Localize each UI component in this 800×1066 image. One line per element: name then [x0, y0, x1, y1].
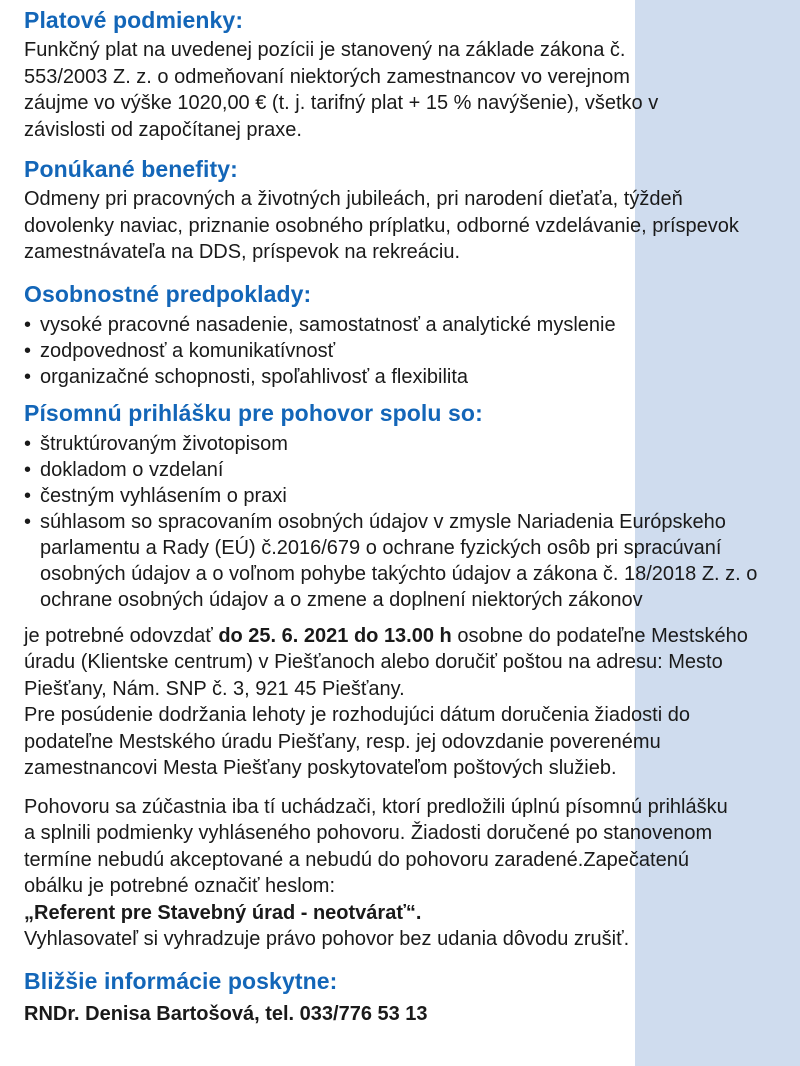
- salary-heading: Platové podmienky:: [24, 7, 244, 33]
- contact-heading: Bližšie informácie poskytne:: [24, 967, 338, 994]
- deadline-note: Pre posúdenie dodržania lehoty je rozhodujúci dátum doručenia žiadosti do podateľne Mestského úradu Piešťany, resp. jej odovzdanie poverenému zamestnancovi Mesta Piešťany poskytovateľom poštových služieb.: [24, 704, 690, 779]
- conditions-text: Pohovoru sa zúčastnia iba tí uchádzači, ktorí predložili úplnú písomnú prihlášku a splnili podmienky vyhláseného pohovoru. Žiadosti doručené po stanovenom termíne nebudú akceptované a nebudú do pohovoru zaradené.Zapečatenú obálku je potrebné označiť heslom:: [24, 795, 728, 897]
- contact-info: RNDr. Denisa Bartošová, tel. 033/776 53 13: [24, 1002, 428, 1025]
- submission-text-after: osobne do podateľne Mestského úradu (Klientske centrum) v Piešťanoch alebo doručiť poštou na adresu: Mesto Piešťany, Nám. SNP č. 3, 921 45 Piešťany.: [24, 624, 748, 700]
- application-attachments-list: [24, 431, 769, 613]
- application-heading: Písomnú prihlášku pre pohovor spolu so:: [24, 399, 483, 426]
- submission-text: [24, 623, 764, 703]
- benefits-heading: Ponúkané benefity:: [24, 156, 238, 182]
- list-item: • štruktúrovaným životopisom: [24, 431, 769, 457]
- list-item: • čestným vyhlásením o praxi: [24, 483, 769, 509]
- submission-deadline: do 25. 6. 2021 do 13.00 h: [218, 624, 452, 647]
- personal-requirements-list: [24, 312, 794, 390]
- job-listing-content: [24, 0, 794, 1027]
- reserve-text: Vyhlasovateľ si vyhradzuje právo pohovor bez udania dôvodu zrušiť.: [24, 928, 630, 950]
- list-item: • dokladom o vzdelaní: [24, 457, 769, 483]
- list-item: • zodpovednosť a komunikatívnosť: [24, 338, 794, 364]
- list-item: • organizačné schopnosti, spoľahlivosť a flexibilita: [24, 364, 794, 390]
- submission-text-before: je potrebné odovzdať: [24, 624, 219, 647]
- personal-requirements-heading: Osobnostné predpoklady:: [24, 280, 312, 307]
- benefits-text: Odmeny pri pracovných a životných jubileách, pri narodení dieťaťa, týždeň dovolenky naviac, priznanie osobného príplatku, odborné vzdelávanie, príspevok zamestnávateľa na DDS, príspevok na rekreáciu.: [24, 188, 739, 263]
- list-item: • súhlasom so spracovaním osobných údajov v zmysle Nariadenia Európskeho parlamentu a Rady (EÚ) č.2016/679 o ochrane fyzických osôb pri spracúvaní osobných údajov a o voľnom pohybe takýchto údajov a zákona č. 18/2018 Z. z. o ochrane osobných údajov a o zmene a doplnení niektorých zákonov: [24, 509, 769, 613]
- envelope-password: „Referent pre Stavebný úrad - neotvárať“.: [24, 901, 422, 924]
- list-item: • vysoké pracovné nasadenie, samostatnosť a analytické myslenie: [24, 312, 794, 338]
- salary-text: Funkčný plat na uvedenej pozícii je stanovený na základe zákona č. 553/2003 Z. z. o odmeňovaní niektorých zamestnancov vo verejnom záujme vo výške 1020,00 € (t. j. tarifný plat + 15 % navýšenie), všetko v závislosti od započítanej praxe.: [24, 39, 659, 141]
